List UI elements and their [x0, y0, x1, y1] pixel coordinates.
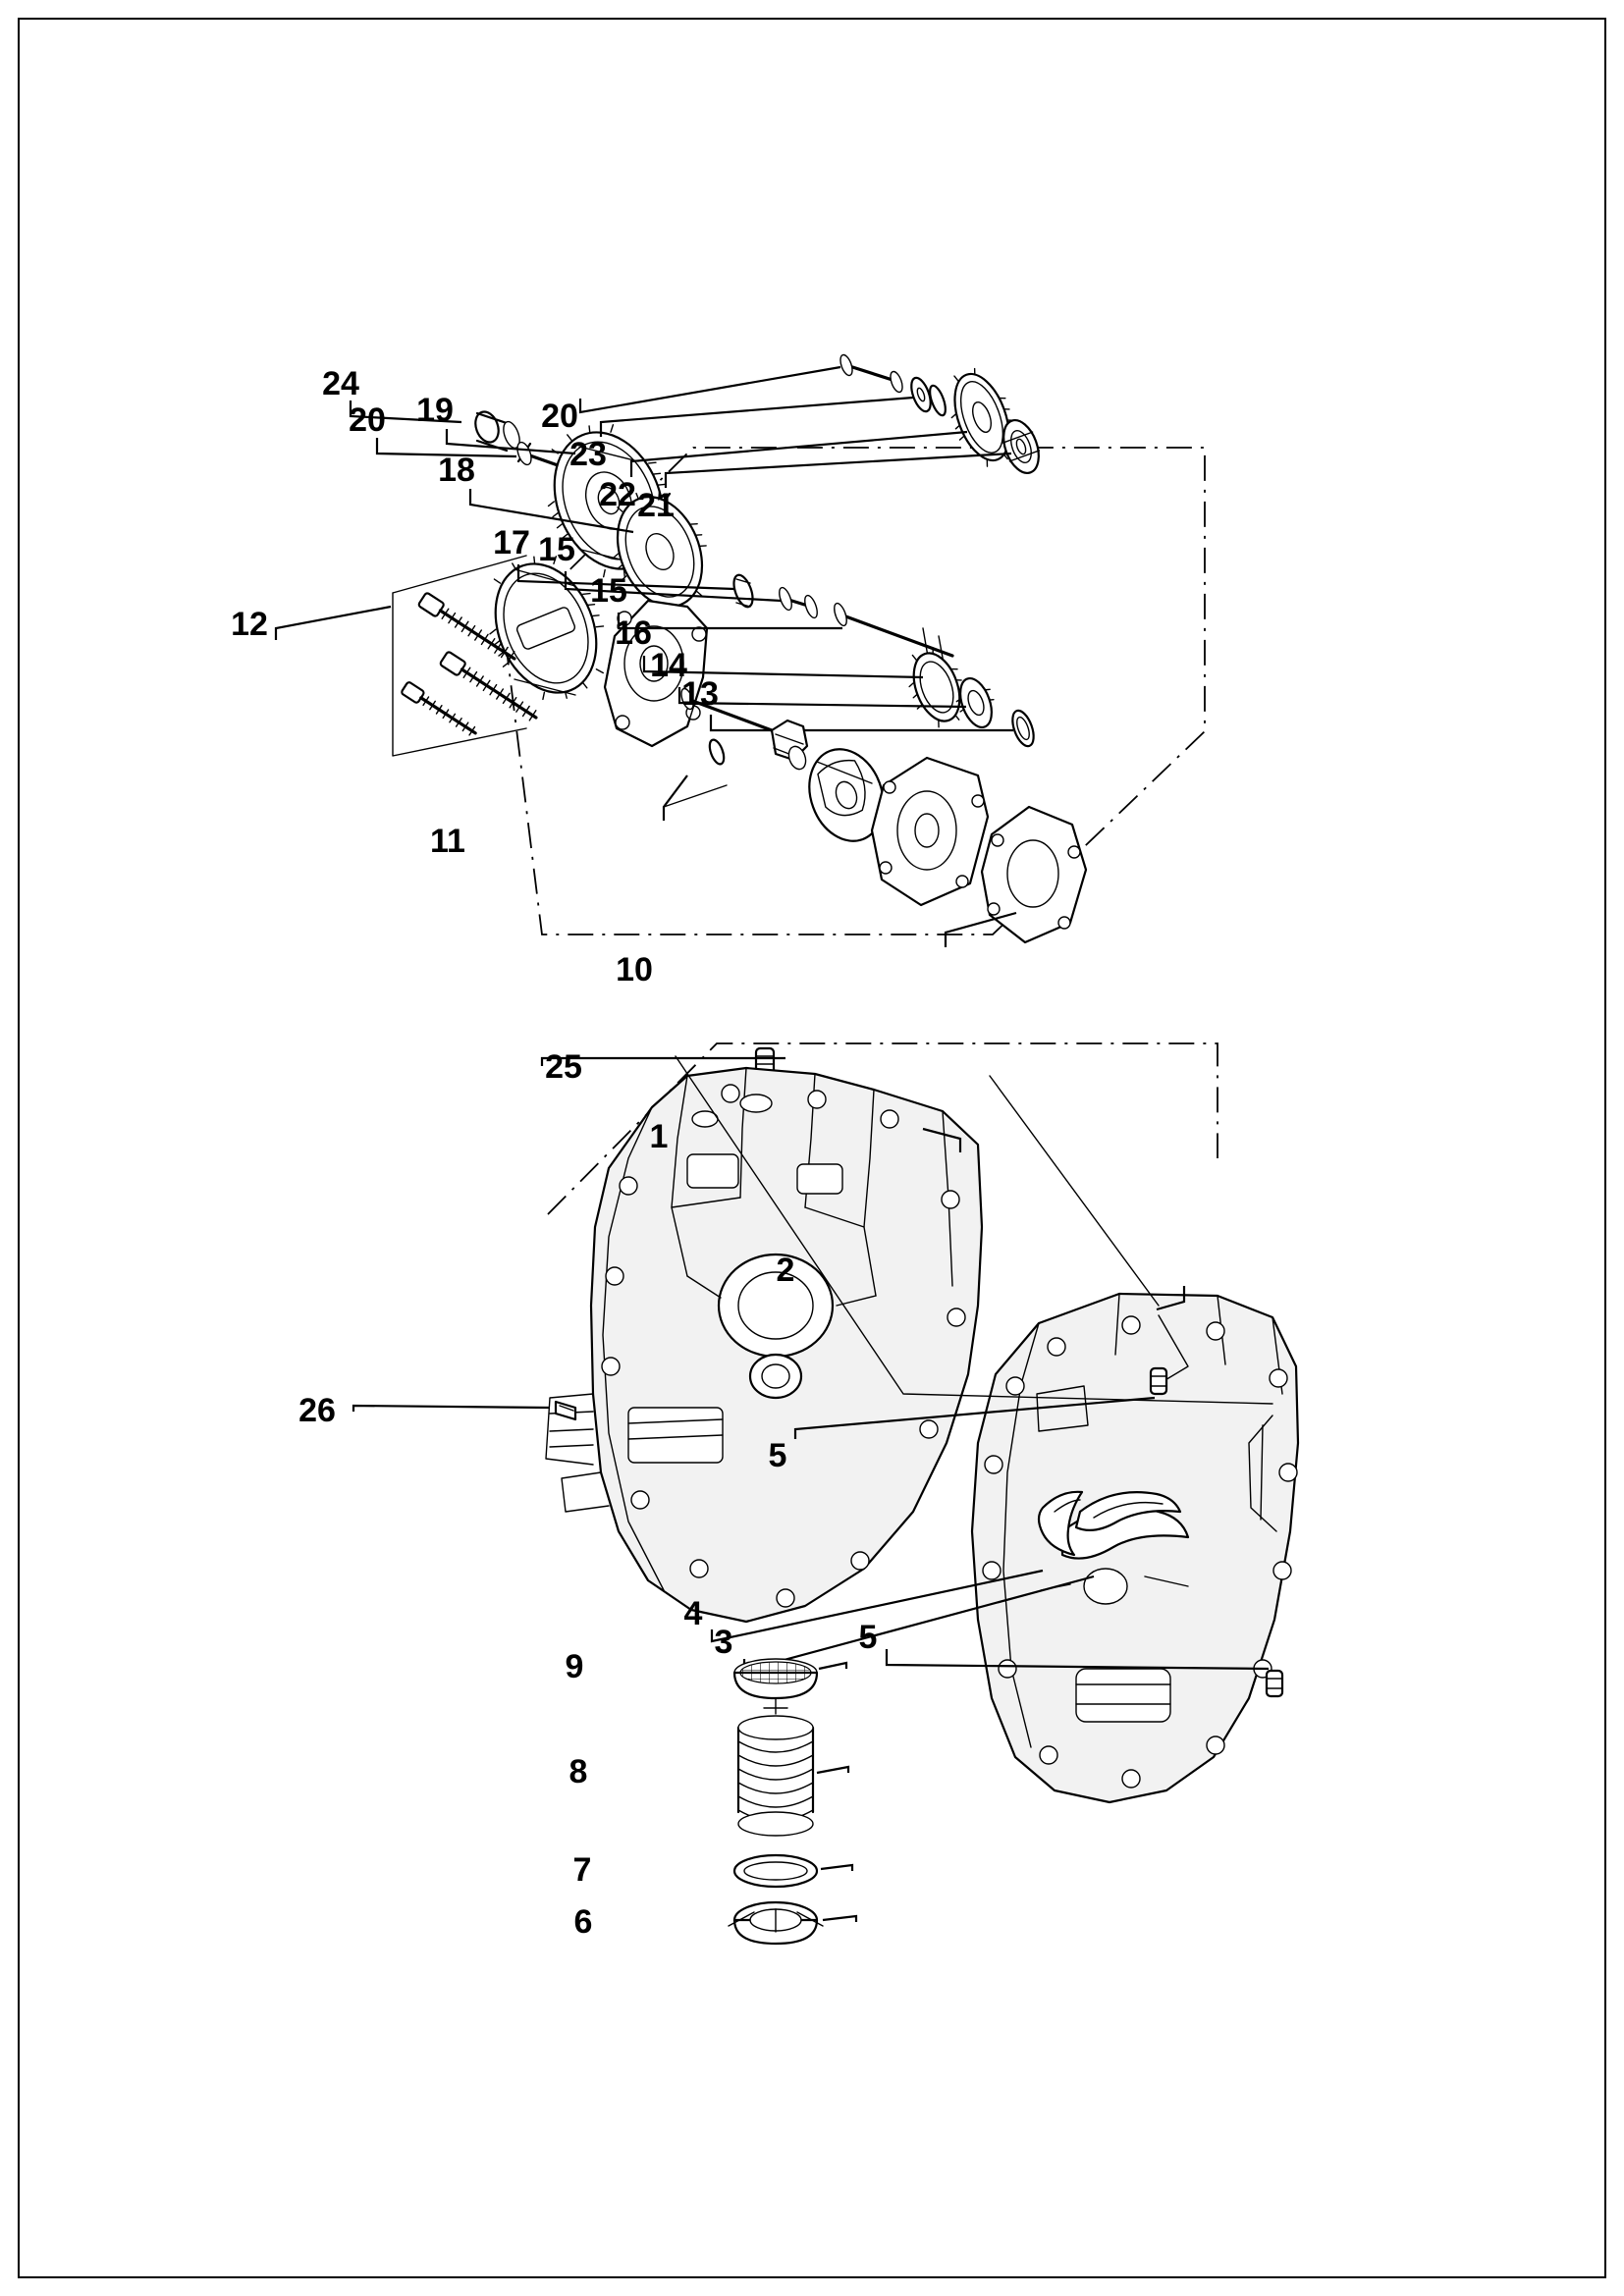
construction-line-2 — [990, 1076, 1159, 1306]
leader-6 — [823, 1916, 856, 1922]
part-6-oil-filter-cap — [729, 1902, 823, 1944]
callout-23: 23 — [569, 436, 607, 473]
callout-13: 13 — [681, 675, 719, 713]
callout-20b: 20 — [541, 398, 578, 435]
callout-17: 17 — [493, 524, 530, 561]
leader-8 — [817, 1767, 848, 1773]
callout-24: 24 — [322, 365, 359, 402]
callout-6: 6 — [573, 1903, 593, 1941]
callout-20a: 20 — [349, 401, 386, 439]
part-oil-pump-body-mid — [872, 758, 988, 905]
part-13-circlip — [1008, 708, 1038, 749]
leader-26 — [353, 1406, 550, 1412]
callout-8: 8 — [568, 1753, 588, 1790]
leader-12 — [276, 607, 391, 640]
leader-21 — [666, 454, 1011, 488]
callout-10: 10 — [616, 951, 653, 988]
part-23-washer — [907, 375, 948, 417]
part-8-spring — [738, 1716, 813, 1836]
callout-22: 22 — [599, 476, 636, 513]
callout-15a: 15 — [538, 531, 575, 568]
callout-5a: 5 — [768, 1437, 787, 1474]
part-7-o-ring — [734, 1855, 817, 1887]
callout-7: 7 — [572, 1851, 592, 1889]
part-15-oil-pump-shaft-a — [777, 586, 820, 619]
leader-22 — [631, 432, 967, 477]
callout-11: 11 — [430, 823, 465, 860]
part-24-dowel-pin — [471, 408, 522, 451]
leader-7 — [821, 1865, 852, 1871]
leader-9 — [819, 1663, 846, 1669]
callout-16: 16 — [615, 614, 652, 652]
callout-25: 25 — [545, 1048, 582, 1086]
part-5-dowel-pin-lower — [1267, 1671, 1282, 1696]
callout-3: 3 — [714, 1624, 733, 1661]
leader-11 — [664, 775, 687, 821]
callout-21: 21 — [637, 487, 675, 524]
part-10-oil-pump-cover — [982, 807, 1086, 942]
callout-26: 26 — [298, 1392, 336, 1429]
callout-14: 14 — [650, 647, 687, 684]
callout-15b: 15 — [590, 572, 627, 610]
part-26-oil-jet — [556, 1402, 575, 1419]
part-1-upper-crankcase — [546, 1068, 982, 1622]
callout-1: 1 — [649, 1118, 669, 1155]
callout-19: 19 — [416, 392, 454, 429]
callout-4: 4 — [683, 1595, 703, 1632]
part-17-pin — [731, 572, 757, 609]
callout-5b: 5 — [858, 1619, 878, 1656]
callout-12: 12 — [231, 606, 268, 643]
part-2-lower-crankcase — [972, 1294, 1298, 1802]
leader-23 — [601, 398, 913, 437]
callout-18: 18 — [438, 452, 475, 489]
part-5-dowel-pin-upper — [1151, 1368, 1166, 1394]
part-9-oil-strainer — [734, 1659, 817, 1714]
part-20-shaft-right — [839, 353, 905, 394]
callout-2: 2 — [776, 1252, 795, 1289]
callout-9: 9 — [565, 1648, 584, 1685]
